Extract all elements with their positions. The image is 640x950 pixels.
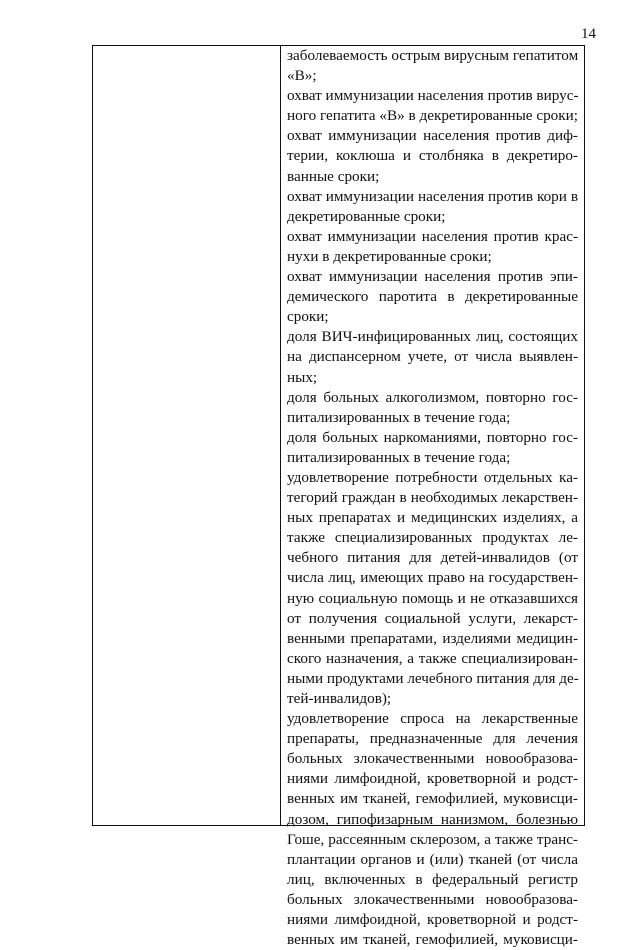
text-line: больных злокачественными новообразова- (287, 750, 578, 768)
text-line: венных им тканей, гемофилией, муковисци- (287, 931, 578, 949)
text-line: «B»; (287, 67, 317, 85)
text-line: удовлетворение потребности отдельных ка- (287, 468, 578, 486)
indicator-table (92, 45, 585, 949)
text-line: доля больных наркоманиями, повторно гос- (287, 428, 578, 446)
text-line: нухи в декретированные сроки; (287, 247, 492, 265)
column-divider (280, 46, 281, 825)
text-line: Гоше, рассеянным склерозом, а также транс- (287, 830, 578, 848)
text-line: ванные сроки; (287, 167, 380, 185)
right-cell-text (287, 46, 578, 950)
text-line: декретированные сроки; (287, 207, 446, 225)
text-line: больных злокачественными новообразова- (287, 890, 578, 908)
text-line: питализированных в течение года; (287, 408, 511, 426)
text-line: охват иммунизации населения против эпи- (287, 268, 578, 286)
text-line: также специализированных продуктах ле- (287, 529, 578, 547)
text-line: доля больных алкоголизмом, повторно гос- (287, 388, 578, 406)
text-line: числа лиц, имеющих право на государствен- (287, 569, 578, 587)
text-line: чебного питания для детей-инвалидов (от (287, 549, 578, 567)
text-line: ниями лимфоидной, кроветворной и родст- (287, 770, 578, 788)
text-line: питализированных в течение года; (287, 448, 511, 466)
text-line: заболеваемость острым вирусным гепатитом (287, 47, 579, 64)
text-line: дозом, гипофизарным нанизмом, болезнью (287, 810, 578, 828)
text-line: ниями лимфоидной, кроветворной и родст- (287, 911, 578, 929)
text-line: терии, коклюша и столбняка в декретиро- (287, 147, 578, 165)
text-line: плантации органов и (или) тканей (от числа (287, 850, 578, 868)
text-line: ными продуктами лечебного питания для де- (287, 669, 579, 687)
left-cell-empty (93, 46, 280, 825)
text-line: на диспансерном учете, от числа выявлен- (287, 348, 578, 366)
text-line: охват иммунизации населения против крас- (287, 227, 578, 245)
text-line: венных им тканей, гемофилией, муковисци- (287, 790, 578, 808)
page-number: 14 (581, 26, 596, 42)
text-line: от получения социальной услуги, лекарст- (287, 609, 578, 627)
text-line: удовлетворение спроса на лекарственные (287, 710, 578, 728)
text-line: лиц, включенных в федеральный регистр (287, 870, 578, 888)
text-line: доля ВИЧ-инфицированных лиц, состоящих (287, 328, 578, 346)
text-line: препараты, предназначенные для лечения (287, 730, 578, 748)
text-line: ного гепатита «B» в декретированные сроки; (287, 107, 578, 125)
text-line: тегорий граждан в необходимых лекарствен- (287, 489, 578, 507)
text-line: тей-инвалидов); (287, 690, 392, 707)
text-line: ского назначения, а также специализирован- (287, 649, 578, 667)
text-line: ных; (287, 368, 318, 386)
text-line: демического паротита в декретированные (287, 288, 578, 306)
text-line: ных препаратах и медицинских изделиях, а (287, 509, 578, 527)
text-line: ную социальную помощь и не отказавшихся (287, 589, 578, 607)
text-line: сроки; (287, 308, 329, 326)
text-line: охват иммунизации населения против диф- (287, 127, 578, 145)
text-line: венными препаратами, изделиями медицин- (287, 629, 578, 647)
text-line: охват иммунизации населения против кори в (287, 187, 578, 205)
text-line: охват иммунизации населения против вирус- (287, 87, 579, 105)
